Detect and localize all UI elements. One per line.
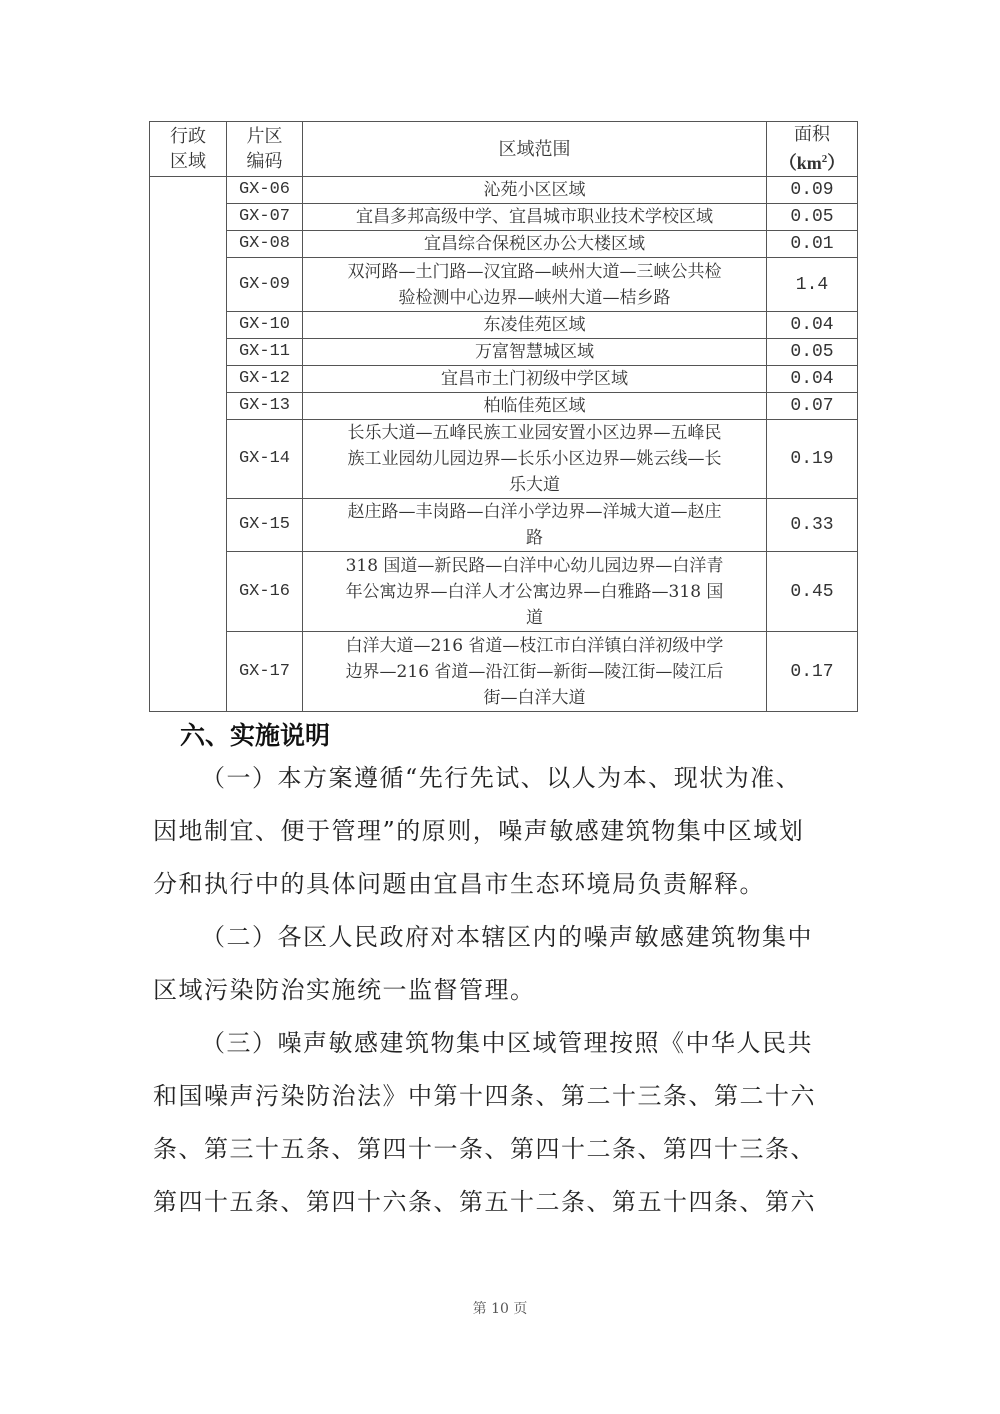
zone-code-cell: GX-15 — [227, 499, 303, 552]
scope-line: 双河路—土门路—汉宜路—峡州大道—三峡公共检 — [347, 261, 722, 282]
scope-cell — [303, 312, 767, 339]
area-cell: 1.4 — [767, 258, 858, 312]
scope-cell — [303, 204, 767, 231]
scope-cell — [303, 499, 767, 552]
paragraph-line: 区域污染防治实施统一监督管理。 — [153, 976, 536, 1004]
zone-code-cell: GX-16 — [227, 552, 303, 632]
scope-cell — [303, 231, 767, 258]
header-text: 编码 — [246, 151, 283, 172]
paragraph-line: 和国噪声污染防治法》中第十四条、第二十三条、第二十六 — [153, 1082, 816, 1110]
paragraph-1 — [153, 752, 853, 911]
paragraph-3 — [153, 1017, 853, 1229]
header-admin-region — [150, 122, 227, 177]
header-text: 行政 — [170, 126, 206, 147]
admin-region-cell — [150, 177, 227, 712]
area-unit — [779, 153, 846, 173]
zone-code-cell: GX-12 — [227, 366, 303, 393]
table-row — [150, 632, 858, 712]
scope-cell — [303, 420, 767, 499]
paragraph-line: 因地制宜、便于管理”的原则，噪声敏感建筑物集中区域划 — [153, 817, 805, 845]
scope-line: 东凌佳苑区域 — [483, 315, 586, 335]
zone-table — [149, 121, 858, 712]
paragraph-line: （一）本方案遵循“先行先试、以人为本、现状为准、 — [201, 764, 802, 792]
scope-line: 路 — [526, 528, 543, 548]
scope-line: 验检测中心边界—峡州大道—桔乡路 — [398, 287, 671, 308]
paragraph-line: 第四十五条、第四十六条、第五十二条、第五十四条、第六 — [153, 1188, 816, 1216]
header-text: ） — [827, 153, 846, 173]
scope-cell — [303, 632, 767, 712]
scope-line: 白洋大道—216 省道—枝江市白洋镇白洋初级中学 — [345, 635, 724, 656]
paragraph-line: 条、第三十五条、第四十一条、第四十二条、第四十三条、 — [153, 1135, 816, 1163]
scope-line: 宜昌市土门初级中学区域 — [441, 369, 628, 389]
table-row — [150, 177, 858, 204]
scope-line: 乐大道 — [509, 475, 560, 495]
header-text: 区域 — [170, 151, 206, 172]
zone-code-cell: GX-09 — [227, 258, 303, 312]
table-row — [150, 499, 858, 552]
table-row — [150, 420, 858, 499]
header-scope: 区域范围 — [303, 122, 767, 177]
area-cell: 0.09 — [767, 177, 858, 204]
scope-line: 族工业园幼儿园边界—长乐小区边界—姚云线—长 — [347, 449, 722, 469]
area-cell: 0.07 — [767, 393, 858, 420]
header-text: 2 — [821, 153, 828, 165]
zone-code-cell: GX-13 — [227, 393, 303, 420]
scope-cell — [303, 258, 767, 312]
table-row — [150, 552, 858, 632]
scope-cell — [303, 552, 767, 632]
paragraph-2 — [153, 911, 853, 1017]
table-row — [150, 339, 858, 366]
area-cell: 0.05 — [767, 339, 858, 366]
area-cell: 0.45 — [767, 552, 858, 632]
scope-cell — [303, 339, 767, 366]
page-number: 第 10 页 — [472, 1301, 528, 1317]
scope-line: 边界—216 省道—沿江街—新街—陵江街—陵江后 — [345, 661, 724, 682]
area-cell: 0.01 — [767, 231, 858, 258]
scope-line: 街—白洋大道 — [483, 687, 586, 708]
zone-code-cell: GX-10 — [227, 312, 303, 339]
table-row — [150, 231, 858, 258]
scope-line: 318 国道—新民路—白洋中心幼儿园边界—白洋青 — [345, 555, 724, 576]
header-area — [767, 122, 858, 177]
paragraph-line: 分和执行中的具体问题由宜昌市生态环境局负责解释。 — [153, 870, 765, 898]
scope-line: 长乐大道—五峰民族工业园安置小区边界—五峰民 — [347, 423, 722, 443]
scope-line: 道 — [526, 607, 543, 628]
area-cell: 0.33 — [767, 499, 858, 552]
scope-line: 年公寓边界—白洋人才公寓边界—白雅路—318 国 — [345, 581, 724, 602]
area-cell: 0.04 — [767, 366, 858, 393]
table-header-row — [150, 122, 858, 177]
header-zone-code — [227, 122, 303, 177]
area-cell: 0.19 — [767, 420, 858, 499]
scope-line: 赵庄路—丰岗路—白洋小学边界—洋城大道—赵庄 — [347, 502, 722, 522]
header-text: 面积 — [794, 124, 830, 145]
section-heading: 六、实施说明 — [180, 721, 331, 750]
area-cell: 0.04 — [767, 312, 858, 339]
scope-cell — [303, 177, 767, 204]
table-row — [150, 312, 858, 339]
scope-line: 万富智慧城区域 — [475, 342, 594, 362]
scope-line: 柏临佳苑区域 — [483, 396, 586, 416]
zone-code-cell: GX-07 — [227, 204, 303, 231]
scope-line: 宜昌多邦高级中学、宜昌城市职业技术学校区域 — [356, 207, 713, 227]
table-row — [150, 393, 858, 420]
table-row — [150, 366, 858, 393]
scope-cell — [303, 366, 767, 393]
zone-code-cell: GX-08 — [227, 231, 303, 258]
scope-line: 沁苑小区区域 — [483, 180, 586, 200]
area-cell: 0.05 — [767, 204, 858, 231]
zone-code-cell: GX-17 — [227, 632, 303, 712]
scope-cell — [303, 393, 767, 420]
zone-code-cell: GX-11 — [227, 339, 303, 366]
paragraph-line: （三）噪声敏感建筑物集中区域管理按照《中华人民共 — [201, 1029, 813, 1057]
header-text: 片区 — [246, 126, 283, 147]
paragraph-line: （二）各区人民政府对本辖区内的噪声敏感建筑物集中 — [201, 923, 813, 951]
table-row — [150, 258, 858, 312]
zone-code-cell: GX-14 — [227, 420, 303, 499]
table-row — [150, 204, 858, 231]
zone-code-cell: GX-06 — [227, 177, 303, 204]
area-cell: 0.17 — [767, 632, 858, 712]
header-text: （km — [778, 153, 822, 173]
scope-line: 宜昌综合保税区办公大楼区域 — [424, 234, 645, 254]
